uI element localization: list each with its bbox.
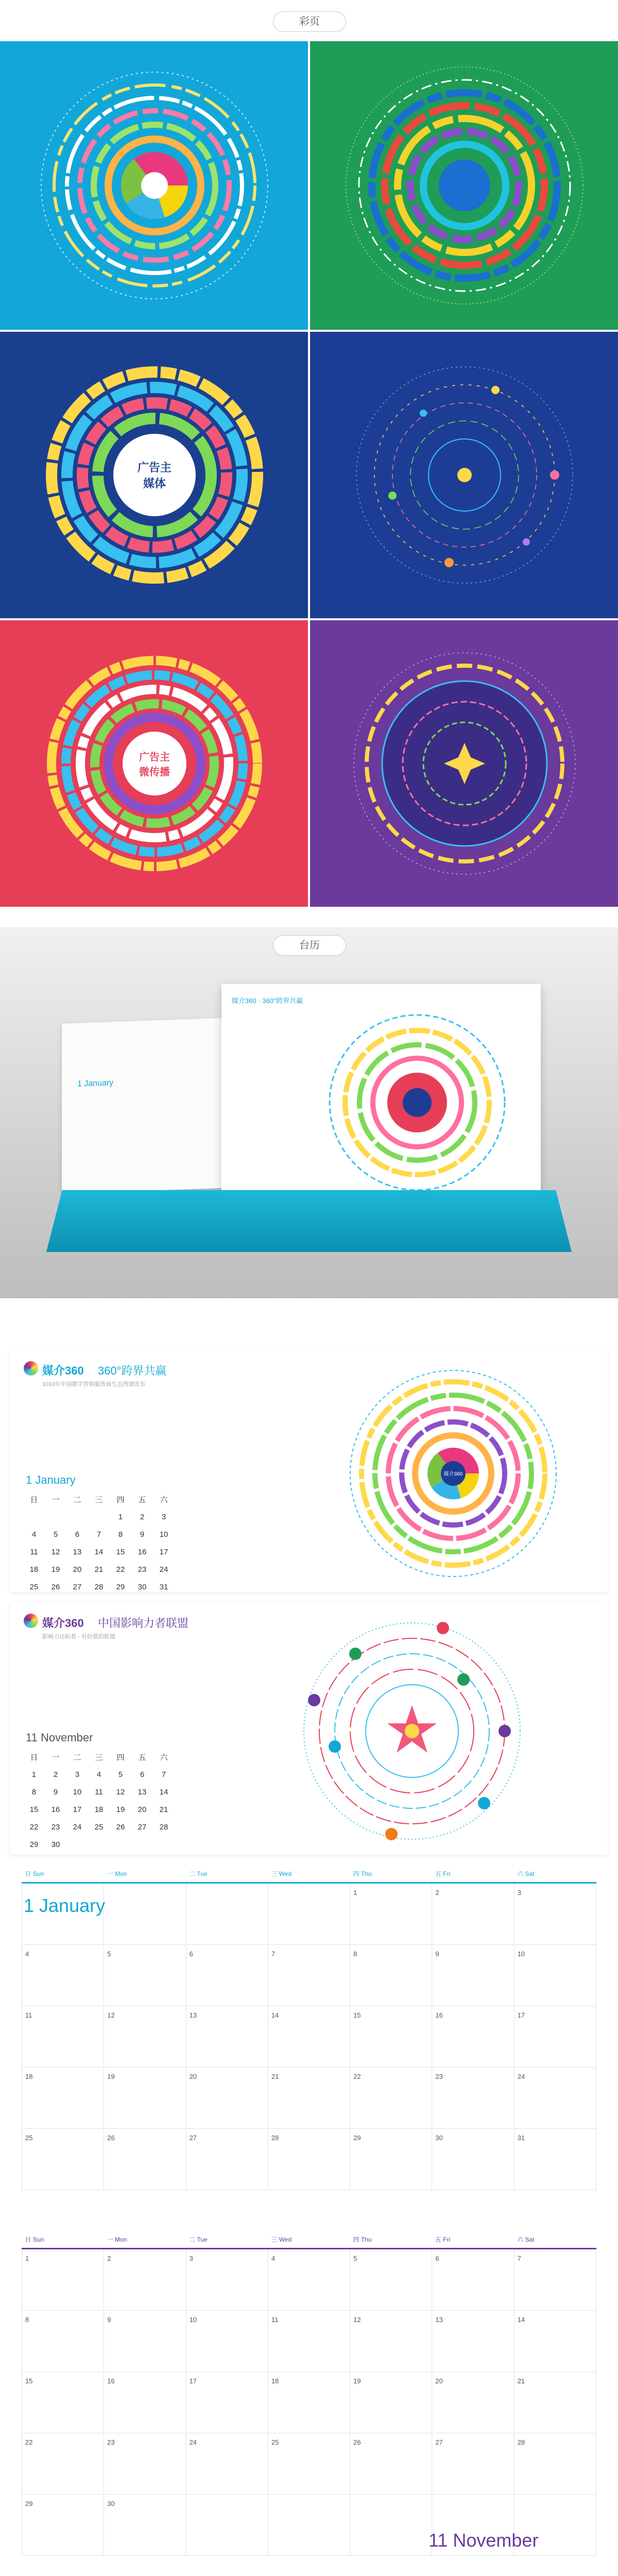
big-cal-day-number: 2 — [435, 1889, 439, 1896]
big-cal-day-cell — [104, 1945, 186, 2006]
mini-cal-day: 5 — [53, 1530, 58, 1539]
mini-cal-day: 31 — [159, 1582, 168, 1591]
big-cal-day-number: 9 — [107, 2316, 111, 2324]
mini-cal-day: 24 — [73, 1822, 82, 1832]
big-cal-day-cell — [22, 2433, 104, 2495]
big-cal-day-number: 23 — [435, 2073, 443, 2080]
big-cal-day-number: 30 — [435, 2134, 443, 2142]
mini-cal-day: 3 — [75, 1770, 80, 1779]
big-cal-day-number: 19 — [353, 2377, 361, 2385]
mini-cal-day: 22 — [116, 1565, 125, 1574]
big-cal-day-cell — [186, 2433, 268, 2495]
big-cal-day-number: 10 — [517, 1950, 525, 1958]
big-cal-day-cell — [22, 2129, 104, 2190]
mini-cal-day: 28 — [94, 1582, 104, 1591]
weekday: 二 — [73, 1495, 81, 1504]
page-jan-month: 1 January — [26, 1473, 76, 1486]
mini-cal-day: 12 — [51, 1547, 60, 1556]
big-cal-day-number: 6 — [189, 1950, 193, 1958]
weekday: 二 — [73, 1753, 81, 1762]
mini-cal-week — [24, 1801, 174, 1818]
big-cal-day-cell — [350, 2006, 432, 2067]
mini-cal-day: 18 — [29, 1565, 39, 1574]
section-label-desk: 台历 — [273, 935, 346, 956]
big-cal-day-number: 30 — [107, 2500, 115, 2507]
big-cal-weekday: 四 Thu — [353, 1870, 372, 1877]
mini-cal-day: 30 — [138, 1582, 147, 1591]
big-cal-day-number: 6 — [435, 2255, 439, 2262]
mini-cal-day: 9 — [53, 1787, 58, 1797]
big-cal-day-number: 17 — [517, 2011, 525, 2019]
big-cal-week — [22, 2311, 596, 2372]
big-cal-day-number: 12 — [107, 2011, 115, 2019]
big-cal-day-number: 21 — [271, 2073, 279, 2080]
mini-cal-day: 20 — [138, 1805, 147, 1814]
big-cal-day-cell — [22, 2495, 104, 2556]
page-nov-logo: 媒介360 — [42, 1617, 84, 1630]
mini-cal-day: 19 — [51, 1565, 60, 1574]
colorpage-panel-navy-right — [310, 332, 618, 618]
big-cal-day-number: 13 — [435, 2316, 443, 2324]
mini-cal-day: 12 — [116, 1787, 125, 1797]
big-cal-day-cell — [104, 2067, 186, 2129]
big-cal-day-number: 5 — [353, 2255, 357, 2262]
big-cal-week — [22, 2249, 596, 2311]
big-cal-day-cell — [514, 2311, 596, 2372]
colorpage-panel-purple — [310, 620, 618, 907]
big-cal-day-number: 31 — [517, 2134, 525, 2142]
big-cal-day-cell — [186, 2129, 268, 2190]
big-cal-day-number: 24 — [189, 2438, 197, 2446]
big-cal-day-cell — [186, 2372, 268, 2433]
big-cal-weekday: 日 Sun — [25, 1870, 44, 1877]
mini-cal-day: 20 — [73, 1565, 82, 1574]
radial-chart-cyan — [0, 41, 308, 330]
mini-cal-day: 5 — [118, 1770, 123, 1779]
page-jan-headline: 360°跨界共赢 — [98, 1364, 167, 1377]
big-cal-day-number: 25 — [25, 2134, 33, 2142]
page-nov-headline: 中国影响力者联盟 — [98, 1617, 189, 1630]
big-cal-week — [22, 2372, 596, 2433]
mini-cal-week — [24, 1766, 174, 1783]
big-cal-weekday: 三 Wed — [271, 1870, 292, 1877]
weekday: 六 — [160, 1495, 168, 1504]
page-jan-subline: 1010年中国数字营销服务商生态图谱发布 — [42, 1381, 146, 1387]
big-cal-day-cell — [186, 2006, 268, 2067]
mini-cal-day — [132, 1836, 152, 1853]
big-cal-day-cell — [22, 2067, 104, 2129]
mini-cal-day: 9 — [140, 1530, 145, 1539]
big-cal-day-number: 15 — [353, 2011, 361, 2019]
big-cal-day-number: 9 — [435, 1950, 439, 1958]
mini-cal-day: 27 — [73, 1582, 82, 1591]
mini-cal-day: 21 — [94, 1565, 104, 1574]
big-cal-day-number: 1 — [353, 1889, 357, 1896]
big-nov-month: 11 November — [428, 2530, 539, 2551]
mini-cal-weekday-row — [24, 1749, 174, 1765]
mini-cal-week — [24, 1819, 174, 1835]
mini-cal-day: 26 — [51, 1582, 60, 1591]
weekday: 五 — [138, 1495, 146, 1504]
big-cal-day-cell — [514, 1883, 596, 1945]
big-cal-day-cell — [186, 2311, 268, 2372]
desk-front-title: 媒介360 · 360°跨界共赢 — [232, 997, 303, 1005]
page-nov-subline: 影响力达标者 · 有价值的联盟 — [42, 1634, 115, 1640]
big-cal-day-cell — [432, 1945, 514, 2006]
big-cal-day-number: 21 — [517, 2377, 525, 2385]
mini-cal-day — [67, 1836, 88, 1853]
mini-cal-day — [67, 1509, 88, 1525]
big-cal-day-number: 7 — [271, 1950, 276, 1958]
big-cal-weekday: 二 Tue — [189, 2236, 208, 2243]
weekday: 六 — [160, 1753, 168, 1762]
mini-cal-day: 6 — [140, 1770, 145, 1779]
big-cal-day-number: 26 — [107, 2134, 115, 2142]
weekday: 四 — [116, 1495, 125, 1504]
big-cal-day-number: 26 — [353, 2438, 361, 2446]
big-cal-day-cell — [432, 2006, 514, 2067]
mini-cal-day: 24 — [159, 1565, 168, 1574]
big-cal-day-number: 25 — [271, 2438, 279, 2446]
radial-chart-navy-right — [310, 332, 618, 618]
mini-cal-week — [24, 1836, 174, 1853]
big-cal-day-cell — [350, 2067, 432, 2129]
big-cal-day-cell — [268, 2433, 350, 2495]
big-cal-day-number: 15 — [25, 2377, 33, 2385]
big-cal-day-cell — [268, 2067, 350, 2129]
mini-cal-day: 27 — [138, 1822, 147, 1832]
big-cal-day-number: 19 — [107, 2073, 115, 2080]
big-cal-day-number: 8 — [25, 2316, 29, 2324]
weekday: 三 — [95, 1753, 103, 1762]
big-cal-day-cell — [350, 2495, 432, 2556]
mini-cal-day: 17 — [73, 1805, 82, 1814]
big-cal-day-cell — [104, 2249, 186, 2311]
big-cal-weekday-row — [22, 1865, 596, 1883]
big-cal-day-cell — [514, 2249, 596, 2311]
mini-cal-day: 10 — [159, 1530, 168, 1539]
mini-cal-day: 4 — [96, 1770, 101, 1779]
desk-front-radial — [314, 1005, 520, 1200]
big-cal-weekday: 三 Wed — [271, 2236, 292, 2243]
big-cal-day-number: 1 — [25, 2255, 29, 2262]
big-cal-day-cell — [514, 2372, 596, 2433]
big-calendar-november — [22, 2231, 596, 2556]
big-cal-day-cell — [268, 2006, 350, 2067]
big-cal-day-number: 5 — [107, 1950, 111, 1958]
calendar-page-january — [10, 1350, 608, 1592]
big-cal-day-cell — [268, 2249, 350, 2311]
big-cal-day-cell — [268, 2311, 350, 2372]
mini-cal-day: 22 — [29, 1822, 39, 1832]
mini-cal-day: 30 — [51, 1840, 60, 1849]
desk-month-label: 1 January — [77, 1078, 114, 1089]
big-cal-day-cell — [432, 1883, 514, 1945]
big-cal-day-number: 16 — [435, 2011, 443, 2019]
big-cal-day-number: 28 — [517, 2438, 525, 2446]
big-cal-day-number: 28 — [271, 2134, 279, 2142]
desk-calendar-mockup — [26, 969, 592, 1278]
mini-cal-day: 1 — [118, 1512, 123, 1521]
mini-cal-day: 23 — [51, 1822, 60, 1832]
mini-cal-day: 15 — [116, 1547, 125, 1556]
big-cal-day-number: 27 — [189, 2134, 197, 2142]
mini-cal-day: 14 — [159, 1787, 168, 1797]
big-cal-day-number: 14 — [271, 2011, 279, 2019]
big-cal-day-cell — [186, 2067, 268, 2129]
mini-cal-day: 28 — [159, 1822, 168, 1832]
big-cal-day-cell — [268, 2495, 350, 2556]
mini-cal-week — [24, 1784, 174, 1800]
big-cal-day-cell — [104, 2372, 186, 2433]
big-cal-day-cell — [104, 2006, 186, 2067]
big-cal-day-number: 16 — [107, 2377, 115, 2385]
big-cal-day-cell — [432, 2311, 514, 2372]
mini-cal-day: 14 — [94, 1547, 104, 1556]
big-cal-day-number: 20 — [189, 2073, 197, 2080]
big-cal-day-number: 22 — [25, 2438, 33, 2446]
weekday: 一 — [52, 1495, 60, 1504]
big-cal-day-number: 17 — [189, 2377, 197, 2385]
page-nov-mini-calendar — [23, 1748, 175, 1854]
mini-cal-day: 11 — [30, 1547, 38, 1556]
big-cal-day-cell — [350, 1883, 432, 1945]
big-cal-day-cell — [186, 2249, 268, 2311]
big-cal-week — [22, 1883, 596, 1945]
mini-cal-day — [153, 1836, 174, 1853]
desk-base — [46, 1190, 572, 1252]
big-cal-day-number: 18 — [271, 2377, 279, 2385]
big-cal-week — [22, 2067, 596, 2129]
big-cal-day-number: 23 — [107, 2438, 115, 2446]
big-cal-day-cell — [22, 2311, 104, 2372]
big-cal-day-cell — [104, 2129, 186, 2190]
big-cal-weekday: 六 Sat — [517, 1870, 535, 1877]
big-cal-weekday: 五 Fri — [435, 1870, 451, 1877]
big-cal-day-cell — [350, 2372, 432, 2433]
mini-cal-day: 2 — [140, 1512, 145, 1521]
mini-cal-day: 18 — [94, 1805, 104, 1814]
calendar-page-november — [10, 1602, 608, 1855]
mini-cal-day: 3 — [161, 1512, 166, 1521]
big-cal-day-number: 10 — [189, 2316, 197, 2324]
mini-cal-day — [24, 1509, 44, 1525]
mini-cal-week — [24, 1544, 174, 1560]
big-cal-day-number: 7 — [517, 2255, 521, 2262]
big-cal-day-cell — [350, 2129, 432, 2190]
mini-cal-week — [24, 1509, 174, 1525]
mini-cal-day: 25 — [29, 1582, 39, 1591]
big-cal-day-cell — [350, 1945, 432, 2006]
big-cal-day-number: 14 — [517, 2316, 525, 2324]
big-cal-day-cell — [22, 2006, 104, 2067]
weekday: 日 — [30, 1495, 38, 1504]
mini-cal-day: 10 — [73, 1787, 82, 1797]
mini-cal-day — [89, 1836, 109, 1853]
mini-cal-day: 25 — [94, 1822, 104, 1832]
brand-logo-icon — [24, 1361, 38, 1376]
big-cal-week — [22, 2006, 596, 2067]
weekday: 五 — [138, 1753, 146, 1762]
big-cal-day-cell — [186, 1945, 268, 2006]
big-cal-day-cell — [350, 2311, 432, 2372]
mini-cal-day: 7 — [96, 1530, 101, 1539]
big-cal-day-cell — [268, 1945, 350, 2006]
mini-cal-day: 13 — [73, 1547, 82, 1556]
mini-cal-day: 15 — [29, 1805, 39, 1814]
big-cal-day-cell — [104, 2433, 186, 2495]
big-cal-weekday-row — [22, 2231, 596, 2249]
page-nov-month: 11 November — [26, 1731, 93, 1744]
big-cal-day-number: 4 — [25, 1950, 29, 1958]
big-cal-week — [22, 2129, 596, 2190]
center-label-navy: 广告主 媒体 — [137, 461, 171, 490]
big-cal-day-cell — [432, 2372, 514, 2433]
mini-cal-weekday-row — [24, 1491, 174, 1507]
big-cal-day-number: 3 — [189, 2255, 193, 2262]
big-cal-day-number: 20 — [435, 2377, 443, 2385]
mini-cal-day: 8 — [118, 1530, 123, 1539]
mini-cal-day: 26 — [116, 1822, 125, 1832]
big-cal-weekday: 六 Sat — [517, 2236, 535, 2243]
mini-cal-day: 6 — [75, 1530, 80, 1539]
mini-cal-day: 8 — [31, 1787, 37, 1797]
big-cal-day-number: 29 — [25, 2500, 33, 2507]
big-cal-day-cell — [350, 2249, 432, 2311]
mini-cal-day: 7 — [161, 1770, 166, 1779]
big-cal-week — [22, 2433, 596, 2495]
big-calendar-january — [22, 1865, 596, 2190]
big-cal-day-number: 27 — [435, 2438, 443, 2446]
colorpage-panel-red — [0, 620, 308, 907]
desk-page-front — [221, 984, 541, 1211]
weekday: 一 — [52, 1753, 60, 1762]
mini-cal-week — [24, 1561, 174, 1578]
big-cal-day-number: 3 — [517, 1889, 521, 1896]
big-cal-day-number: 11 — [25, 2011, 32, 2019]
big-cal-weekday: 四 Thu — [353, 2236, 372, 2243]
section-label-colorpage: 彩页 — [273, 11, 346, 32]
page-jan-center-label: 媒介360 — [443, 1471, 463, 1477]
page-jan-logo: 媒介360 — [42, 1364, 84, 1377]
big-cal-day-number: 29 — [353, 2134, 361, 2142]
big-cal-day-cell — [350, 2433, 432, 2495]
big-cal-day-cell — [186, 2495, 268, 2556]
mini-cal-day — [110, 1836, 131, 1853]
big-cal-day-cell — [514, 2006, 596, 2067]
big-cal-day-cell — [514, 2129, 596, 2190]
big-cal-day-cell — [104, 2311, 186, 2372]
mini-cal-day: 16 — [51, 1805, 60, 1814]
big-jan-month: 1 January — [24, 1895, 106, 1916]
big-cal-day-number: 18 — [25, 2073, 33, 2080]
big-cal-day-cell — [432, 2433, 514, 2495]
big-cal-day-cell — [104, 1883, 186, 1945]
big-cal-day-number: 2 — [107, 2255, 111, 2262]
mini-cal-day: 23 — [138, 1565, 147, 1574]
weekday: 日 — [30, 1753, 38, 1762]
big-cal-day-cell — [268, 2129, 350, 2190]
big-cal-day-cell — [22, 2249, 104, 2311]
big-cal-day-number: 11 — [271, 2316, 279, 2324]
colorpage-panel-navy-left — [0, 332, 308, 618]
mini-cal-day: 11 — [95, 1787, 103, 1797]
big-cal-day-cell — [104, 2495, 186, 2556]
big-cal-day-cell — [22, 1945, 104, 2006]
mini-cal-day: 16 — [138, 1547, 147, 1556]
big-cal-day-number: 13 — [189, 2011, 197, 2019]
mini-cal-day: 2 — [53, 1770, 58, 1779]
mini-cal-day: 19 — [116, 1805, 125, 1814]
mini-cal-day: 4 — [31, 1530, 37, 1539]
big-cal-day-cell — [514, 2067, 596, 2129]
big-cal-weekday: 一 Mon — [107, 2236, 127, 2243]
mini-cal-day: 21 — [159, 1805, 168, 1814]
big-cal-day-cell — [432, 2129, 514, 2190]
weekday: 三 — [95, 1495, 103, 1504]
mini-cal-day — [89, 1509, 109, 1525]
weekday: 四 — [116, 1753, 125, 1762]
page-jan-mini-calendar — [23, 1490, 175, 1596]
big-cal-day-number: 4 — [271, 2255, 276, 2262]
radial-chart-purple — [310, 620, 618, 907]
mini-cal-day: 1 — [31, 1770, 37, 1779]
big-cal-weekday: 日 Sun — [25, 2236, 44, 2243]
big-cal-day-cell — [514, 1945, 596, 2006]
mini-cal-day: 29 — [116, 1582, 125, 1591]
big-cal-weekday: 五 Fri — [435, 2236, 451, 2243]
mini-cal-day — [45, 1509, 66, 1525]
big-cal-day-number: 24 — [517, 2073, 525, 2080]
big-cal-day-cell — [268, 1883, 350, 1945]
brand-logo-icon — [24, 1614, 38, 1628]
big-cal-day-cell — [186, 1883, 268, 1945]
mini-cal-week — [24, 1526, 174, 1543]
mini-cal-day: 13 — [138, 1787, 147, 1797]
mini-cal-day: 17 — [159, 1547, 168, 1556]
big-cal-weekday: 一 Mon — [107, 1870, 127, 1877]
colorpage-panel-cyan — [0, 41, 308, 330]
big-cal-day-number: 12 — [353, 2316, 361, 2324]
colorpage-panel-green — [310, 41, 618, 330]
radial-chart-green — [310, 41, 618, 330]
big-cal-weekday: 二 Tue — [189, 1870, 208, 1877]
center-label-red: 广告主 微传播 — [139, 752, 170, 778]
mini-cal-week — [24, 1579, 174, 1595]
mini-cal-day: 29 — [29, 1840, 39, 1849]
big-cal-week — [22, 1945, 596, 2006]
page-nov-radial — [268, 1618, 556, 1844]
big-cal-day-cell — [432, 2067, 514, 2129]
big-cal-day-cell — [514, 2433, 596, 2495]
big-cal-day-number: 22 — [353, 2073, 361, 2080]
big-cal-day-cell — [22, 2372, 104, 2433]
big-cal-day-cell — [268, 2372, 350, 2433]
big-cal-day-number: 8 — [353, 1950, 357, 1958]
big-cal-day-cell — [432, 2249, 514, 2311]
